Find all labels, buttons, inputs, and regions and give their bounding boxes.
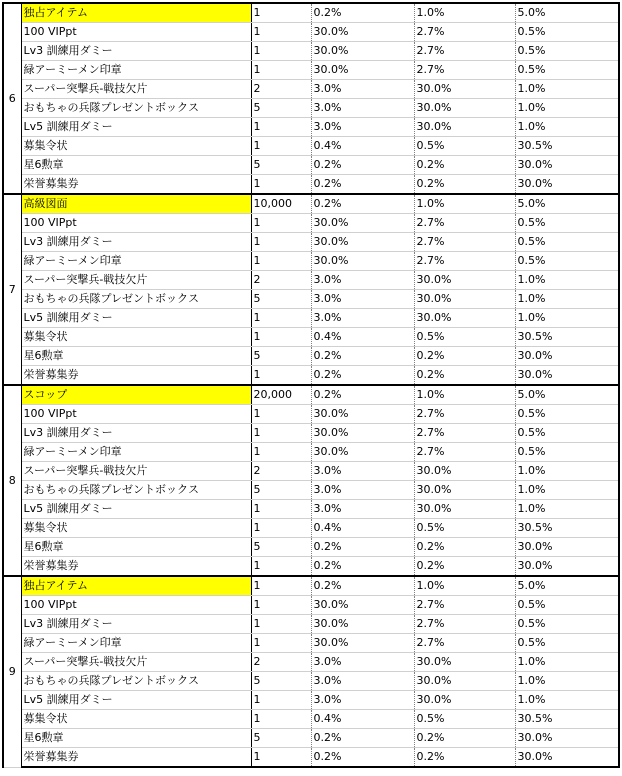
rate-3-cell[interactable]: 1.0% (515, 271, 619, 290)
rate-3-cell[interactable]: 5.0% (515, 385, 619, 405)
rate-3-cell[interactable]: 1.0% (515, 118, 619, 137)
rate-3-cell[interactable]: 0.5% (515, 42, 619, 61)
table-row (3, 557, 619, 577)
rate-1-cell[interactable]: 0.4% (311, 328, 414, 347)
rate-3-cell[interactable]: 1.0% (515, 309, 619, 328)
item-name-cell[interactable]: 募集令状 (21, 137, 251, 156)
table-row (3, 194, 619, 214)
table-row (3, 385, 619, 405)
table-row (3, 61, 619, 80)
quantity-cell[interactable]: 1 (251, 118, 311, 137)
rate-2-cell[interactable]: 30.0% (414, 500, 515, 519)
group-index-cell[interactable]: 9 (3, 576, 21, 767)
rate-2-cell[interactable]: 2.7% (414, 634, 515, 653)
table-row (3, 328, 619, 347)
item-name-cell[interactable]: スーパー突撃兵-戦技欠片 (21, 653, 251, 672)
rate-2-cell[interactable]: 30.0% (414, 653, 515, 672)
rate-3-cell[interactable]: 0.5% (515, 252, 619, 271)
rate-3-cell[interactable]: 1.0% (515, 462, 619, 481)
rate-3-cell[interactable]: 1.0% (515, 653, 619, 672)
item-name-cell[interactable]: Lv5 訓練用ダミー (21, 309, 251, 328)
rate-2-cell[interactable]: 2.7% (414, 61, 515, 80)
table-row (3, 443, 619, 462)
rate-1-cell[interactable]: 3.0% (311, 462, 414, 481)
rate-3-cell[interactable]: 1.0% (515, 290, 619, 309)
rate-1-cell[interactable]: 0.2% (311, 576, 414, 596)
rate-2-cell[interactable]: 1.0% (414, 194, 515, 214)
item-name-cell[interactable]: 緑アーミーメン印章 (21, 443, 251, 462)
rate-3-cell[interactable]: 0.5% (515, 405, 619, 424)
rate-3-cell[interactable]: 0.5% (515, 634, 619, 653)
rate-3-cell[interactable]: 30.5% (515, 137, 619, 156)
table-row (3, 634, 619, 653)
table-row (3, 672, 619, 691)
rate-1-cell[interactable]: 0.2% (311, 3, 414, 23)
rate-3-cell[interactable]: 30.5% (515, 519, 619, 538)
table-row (3, 175, 619, 195)
item-name-cell[interactable]: 100 VIPpt (21, 214, 251, 233)
rate-1-cell[interactable]: 0.2% (311, 194, 414, 214)
quantity-cell[interactable]: 1 (251, 405, 311, 424)
rate-1-cell[interactable]: 3.0% (311, 290, 414, 309)
rate-1-cell[interactable]: 0.2% (311, 557, 414, 577)
rate-3-cell[interactable]: 0.5% (515, 233, 619, 252)
table-row (3, 366, 619, 386)
quantity-cell[interactable]: 1 (251, 519, 311, 538)
quantity-cell[interactable]: 1 (251, 500, 311, 519)
quantity-cell[interactable]: 1 (251, 233, 311, 252)
table-row (3, 347, 619, 366)
table-row (3, 233, 619, 252)
reward-table (2, 2, 620, 768)
table-row (3, 710, 619, 729)
table-row (3, 500, 619, 519)
rate-2-cell[interactable]: 2.7% (414, 23, 515, 42)
rate-1-cell[interactable]: 3.0% (311, 500, 414, 519)
quantity-cell[interactable]: 5 (251, 729, 311, 748)
rate-1-cell[interactable]: 0.2% (311, 347, 414, 366)
rate-1-cell[interactable]: 30.0% (311, 23, 414, 42)
item-name-cell[interactable]: おもちゃの兵隊プレゼントボックス (21, 290, 251, 309)
item-name-cell[interactable]: 星6勲章 (21, 347, 251, 366)
rate-3-cell[interactable]: 30.0% (515, 347, 619, 366)
rate-3-cell[interactable]: 30.0% (515, 748, 619, 768)
quantity-cell[interactable]: 2 (251, 271, 311, 290)
rate-1-cell[interactable]: 30.0% (311, 61, 414, 80)
table-row (3, 596, 619, 615)
table-row (3, 519, 619, 538)
rate-1-cell[interactable]: 30.0% (311, 443, 414, 462)
rate-3-cell[interactable]: 30.5% (515, 328, 619, 347)
rate-3-cell[interactable]: 0.5% (515, 61, 619, 80)
rate-1-cell[interactable]: 30.0% (311, 405, 414, 424)
rate-2-cell[interactable]: 0.5% (414, 519, 515, 538)
table-body (3, 3, 619, 767)
table-row (3, 462, 619, 481)
table-row (3, 481, 619, 500)
table-row (3, 538, 619, 557)
item-name-cell[interactable]: 募集令状 (21, 519, 251, 538)
item-name-cell[interactable]: Lv5 訓練用ダミー (21, 500, 251, 519)
rate-1-cell[interactable]: 0.4% (311, 519, 414, 538)
rate-3-cell[interactable]: 30.0% (515, 156, 619, 175)
rate-3-cell[interactable]: 5.0% (515, 576, 619, 596)
table-row (3, 42, 619, 61)
quantity-cell[interactable]: 1 (251, 309, 311, 328)
quantity-cell[interactable]: 1 (251, 748, 311, 768)
rate-1-cell[interactable]: 3.0% (311, 672, 414, 691)
item-name-cell[interactable]: Lv3 訓練用ダミー (21, 233, 251, 252)
quantity-cell[interactable]: 5 (251, 672, 311, 691)
rate-2-cell[interactable]: 0.2% (414, 156, 515, 175)
quantity-cell[interactable]: 1 (251, 23, 311, 42)
rate-1-cell[interactable]: 30.0% (311, 596, 414, 615)
rate-2-cell[interactable]: 30.0% (414, 462, 515, 481)
table-row (3, 653, 619, 672)
rate-1-cell[interactable]: 30.0% (311, 42, 414, 61)
rate-2-cell[interactable]: 30.0% (414, 290, 515, 309)
table-row (3, 252, 619, 271)
rate-2-cell[interactable]: 30.0% (414, 691, 515, 710)
quantity-cell[interactable]: 10,000 (251, 194, 311, 214)
item-name-cell[interactable]: 星6勲章 (21, 156, 251, 175)
rate-3-cell[interactable]: 0.5% (515, 443, 619, 462)
table-row (3, 99, 619, 118)
rate-1-cell[interactable]: 0.2% (311, 729, 414, 748)
item-name-cell[interactable]: おもちゃの兵隊プレゼントボックス (21, 672, 251, 691)
table-row (3, 137, 619, 156)
quantity-cell[interactable]: 5 (251, 99, 311, 118)
rate-1-cell[interactable]: 30.0% (311, 424, 414, 443)
rate-2-cell[interactable]: 0.2% (414, 729, 515, 748)
item-name-cell[interactable]: Lv5 訓練用ダミー (21, 691, 251, 710)
rate-2-cell[interactable]: 30.0% (414, 80, 515, 99)
quantity-cell[interactable]: 5 (251, 290, 311, 309)
rate-1-cell[interactable]: 30.0% (311, 233, 414, 252)
table-row (3, 156, 619, 175)
quantity-cell[interactable]: 1 (251, 443, 311, 462)
table-row (3, 271, 619, 290)
quantity-cell[interactable]: 1 (251, 214, 311, 233)
item-name-cell[interactable]: おもちゃの兵隊プレゼントボックス (21, 481, 251, 500)
rate-3-cell[interactable]: 0.5% (515, 23, 619, 42)
item-name-cell[interactable]: 緑アーミーメン印章 (21, 252, 251, 271)
rate-2-cell[interactable]: 30.0% (414, 99, 515, 118)
table-row (3, 80, 619, 99)
item-name-cell[interactable]: スコップ (21, 385, 251, 405)
quantity-cell[interactable]: 1 (251, 634, 311, 653)
rate-1-cell[interactable]: 0.2% (311, 156, 414, 175)
item-name-cell[interactable]: 高級図面 (21, 194, 251, 214)
item-name-cell[interactable]: おもちゃの兵隊プレゼントボックス (21, 99, 251, 118)
rate-2-cell[interactable]: 0.5% (414, 710, 515, 729)
rate-3-cell[interactable]: 1.0% (515, 672, 619, 691)
table-row (3, 576, 619, 596)
quantity-cell[interactable]: 5 (251, 156, 311, 175)
rate-3-cell[interactable]: 30.0% (515, 557, 619, 577)
quantity-cell[interactable]: 1 (251, 691, 311, 710)
quantity-cell[interactable]: 1 (251, 42, 311, 61)
quantity-cell[interactable]: 1 (251, 576, 311, 596)
item-name-cell[interactable]: Lv3 訓練用ダミー (21, 42, 251, 61)
rate-1-cell[interactable]: 3.0% (311, 309, 414, 328)
table-row (3, 691, 619, 710)
rate-1-cell[interactable]: 3.0% (311, 80, 414, 99)
table-row (3, 615, 619, 634)
rate-2-cell[interactable]: 0.2% (414, 557, 515, 577)
group-index-cell[interactable]: 6 (3, 3, 21, 194)
table-row (3, 290, 619, 309)
rate-1-cell[interactable]: 30.0% (311, 214, 414, 233)
quantity-cell[interactable]: 5 (251, 347, 311, 366)
rate-1-cell[interactable]: 0.4% (311, 137, 414, 156)
rate-2-cell[interactable]: 30.0% (414, 481, 515, 500)
rate-2-cell[interactable]: 2.7% (414, 424, 515, 443)
rate-3-cell[interactable]: 1.0% (515, 99, 619, 118)
table-row (3, 309, 619, 328)
item-name-cell[interactable]: 星6勲章 (21, 538, 251, 557)
rate-2-cell[interactable]: 2.7% (414, 42, 515, 61)
rate-3-cell[interactable]: 0.5% (515, 615, 619, 634)
rate-2-cell[interactable]: 30.0% (414, 672, 515, 691)
table-row (3, 748, 619, 768)
item-name-cell[interactable]: スーパー突撃兵-戦技欠片 (21, 80, 251, 99)
quantity-cell[interactable]: 1 (251, 366, 311, 386)
rate-2-cell[interactable]: 30.0% (414, 309, 515, 328)
item-name-cell[interactable]: 星6勲章 (21, 729, 251, 748)
item-name-cell[interactable]: 緑アーミーメン印章 (21, 634, 251, 653)
quantity-cell[interactable]: 5 (251, 481, 311, 500)
rate-2-cell[interactable]: 2.7% (414, 214, 515, 233)
quantity-cell[interactable]: 1 (251, 557, 311, 577)
rate-3-cell[interactable]: 0.5% (515, 424, 619, 443)
table-row (3, 118, 619, 137)
rate-2-cell[interactable]: 2.7% (414, 443, 515, 462)
quantity-cell[interactable]: 20,000 (251, 385, 311, 405)
rate-2-cell[interactable]: 2.7% (414, 233, 515, 252)
item-name-cell[interactable]: Lv3 訓練用ダミー (21, 615, 251, 634)
table-row (3, 729, 619, 748)
item-name-cell[interactable]: スーパー突撃兵-戦技欠片 (21, 271, 251, 290)
quantity-cell[interactable]: 1 (251, 328, 311, 347)
quantity-cell[interactable]: 1 (251, 252, 311, 271)
rate-3-cell[interactable]: 1.0% (515, 691, 619, 710)
quantity-cell[interactable]: 2 (251, 653, 311, 672)
rate-3-cell[interactable]: 0.5% (515, 214, 619, 233)
rate-2-cell[interactable]: 0.2% (414, 748, 515, 768)
table-row (3, 424, 619, 443)
rate-2-cell[interactable]: 0.2% (414, 538, 515, 557)
rate-3-cell[interactable]: 30.0% (515, 538, 619, 557)
rate-3-cell[interactable]: 1.0% (515, 500, 619, 519)
rate-3-cell[interactable]: 5.0% (515, 194, 619, 214)
item-name-cell[interactable]: Lv5 訓練用ダミー (21, 118, 251, 137)
rate-2-cell[interactable]: 0.5% (414, 328, 515, 347)
rate-3-cell[interactable]: 30.0% (515, 366, 619, 386)
item-name-cell[interactable]: スーパー突撃兵-戦技欠片 (21, 462, 251, 481)
rate-1-cell[interactable]: 30.0% (311, 634, 414, 653)
quantity-cell[interactable]: 2 (251, 462, 311, 481)
group-index-cell[interactable]: 8 (3, 385, 21, 576)
item-name-cell[interactable]: 独占アイテム (21, 576, 251, 596)
rate-2-cell[interactable]: 0.2% (414, 347, 515, 366)
rate-3-cell[interactable]: 0.5% (515, 596, 619, 615)
rate-1-cell[interactable]: 3.0% (311, 653, 414, 672)
rate-1-cell[interactable]: 30.0% (311, 615, 414, 634)
quantity-cell[interactable]: 2 (251, 80, 311, 99)
item-name-cell[interactable]: 募集令状 (21, 710, 251, 729)
rate-3-cell[interactable]: 30.5% (515, 710, 619, 729)
rate-2-cell[interactable]: 2.7% (414, 252, 515, 271)
rate-2-cell[interactable]: 0.2% (414, 175, 515, 195)
rate-1-cell[interactable]: 0.2% (311, 175, 414, 195)
rate-3-cell[interactable]: 5.0% (515, 3, 619, 23)
table-row (3, 23, 619, 42)
rate-2-cell[interactable]: 1.0% (414, 3, 515, 23)
rate-2-cell[interactable]: 2.7% (414, 615, 515, 634)
rate-2-cell[interactable]: 0.5% (414, 137, 515, 156)
quantity-cell[interactable]: 1 (251, 3, 311, 23)
rate-1-cell[interactable]: 3.0% (311, 481, 414, 500)
rate-1-cell[interactable]: 0.2% (311, 538, 414, 557)
rate-1-cell[interactable]: 0.4% (311, 710, 414, 729)
rate-3-cell[interactable]: 1.0% (515, 481, 619, 500)
rate-1-cell[interactable]: 30.0% (311, 252, 414, 271)
rate-3-cell[interactable]: 1.0% (515, 80, 619, 99)
quantity-cell[interactable]: 1 (251, 175, 311, 195)
item-name-cell[interactable]: 100 VIPpt (21, 405, 251, 424)
rate-3-cell[interactable]: 30.0% (515, 175, 619, 195)
rate-1-cell[interactable]: 0.2% (311, 385, 414, 405)
rate-2-cell[interactable]: 2.7% (414, 405, 515, 424)
rate-2-cell[interactable]: 1.0% (414, 576, 515, 596)
quantity-cell[interactable]: 1 (251, 710, 311, 729)
item-name-cell[interactable]: 緑アーミーメン印章 (21, 61, 251, 80)
rate-1-cell[interactable]: 3.0% (311, 118, 414, 137)
item-name-cell[interactable]: 栄誉募集券 (21, 557, 251, 577)
item-name-cell[interactable]: 募集令状 (21, 328, 251, 347)
quantity-cell[interactable]: 1 (251, 424, 311, 443)
rate-2-cell[interactable]: 0.2% (414, 366, 515, 386)
table-row (3, 405, 619, 424)
quantity-cell[interactable]: 1 (251, 615, 311, 634)
item-name-cell[interactable]: 100 VIPpt (21, 596, 251, 615)
rate-2-cell[interactable]: 1.0% (414, 385, 515, 405)
quantity-cell[interactable]: 1 (251, 61, 311, 80)
table-row (3, 214, 619, 233)
rate-2-cell[interactable]: 30.0% (414, 271, 515, 290)
item-name-cell[interactable]: 栄誉募集券 (21, 748, 251, 768)
item-name-cell[interactable]: Lv3 訓練用ダミー (21, 424, 251, 443)
table-row (3, 3, 619, 23)
rate-1-cell[interactable]: 3.0% (311, 691, 414, 710)
rate-1-cell[interactable]: 0.2% (311, 748, 414, 768)
quantity-cell[interactable]: 5 (251, 538, 311, 557)
rate-2-cell[interactable]: 2.7% (414, 596, 515, 615)
rate-3-cell[interactable]: 30.0% (515, 729, 619, 748)
rate-2-cell[interactable]: 30.0% (414, 118, 515, 137)
group-index-cell[interactable]: 7 (3, 194, 21, 385)
item-name-cell[interactable]: 栄誉募集券 (21, 175, 251, 195)
rate-1-cell[interactable]: 3.0% (311, 271, 414, 290)
quantity-cell[interactable]: 1 (251, 596, 311, 615)
quantity-cell[interactable]: 1 (251, 137, 311, 156)
item-name-cell[interactable]: 独占アイテム (21, 3, 251, 23)
item-name-cell[interactable]: 栄誉募集券 (21, 366, 251, 386)
rate-1-cell[interactable]: 3.0% (311, 99, 414, 118)
rate-1-cell[interactable]: 0.2% (311, 366, 414, 386)
item-name-cell[interactable]: 100 VIPpt (21, 23, 251, 42)
